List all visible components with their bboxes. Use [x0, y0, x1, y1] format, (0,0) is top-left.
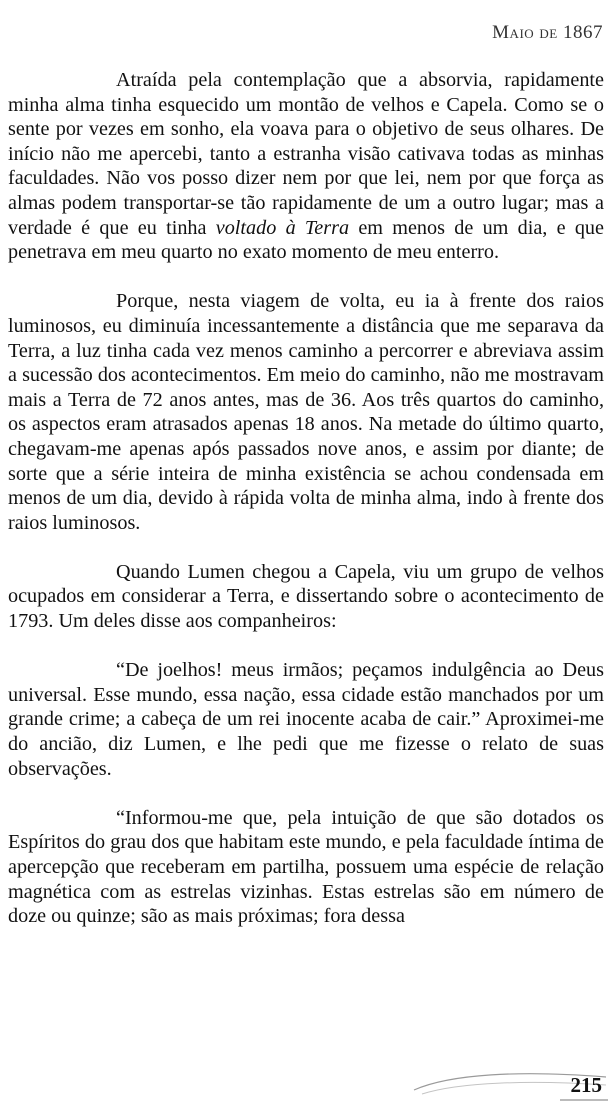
running-header: Maio de 1867 — [492, 22, 603, 43]
paragraph — [8, 68, 604, 265]
body-text — [8, 68, 604, 953]
paragraph: Porque, nesta viagem de volta, eu ia à frente dos raios luminosos, eu diminuía incessantemente a distância que me separava da Terra, a luz tinha cada vez menos caminho a percorrer e abreviava assim a sucessão dos acontecimentos. Em meio do caminho, não me mostravam mais a Terra de 72 anos antes, mas de 36. Aos três quartos do caminho, os aspectos eram atrasados apenas 18 anos. Na metade do último quarto, chegavam-me apenas após passados nove anos, e assim por diante; de sorte que a série inteira de minha existência se achou condensada em menos de um dia, devido à rápida volta de minha alma, indo à frente dos raios luminosos. — [8, 290, 604, 534]
paragraph-text: Atraída pela contemplação que a absorvia, rapidamente minha alma tinha esquecido um montão de velhos e Capela. Como se o sente por vezes em sonho, ela voava para o objetivo de seus olhares. De início não me apercebi, tanto a estranha visão cativava todas as minhas faculdades. Não vos posso dizer nem por que lei, nem por que força as almas podem transportar-se tão rapidamente de um a outro lugar; mas a verdade é que eu tinha — [8, 69, 604, 239]
paragraph: “De joelhos! meus irmãos; peçamos indulgência ao Deus universal. Esse mundo, essa nação, essa cidade estão manchados por um grande crime; a cabeça de um rei inocente acaba de cair.” Aproximei-me do ancião, diz Lumen, e lhe pedi que me fizesse o relato de suas observações. — [8, 659, 604, 780]
paragraph: “Informou-me que, pela intuição de que são dotados os Espíritos do grau dos que habitam este mundo, e pela faculdade íntima de apercepção que receberam em partilha, possuem uma espécie de relação magnética com as estrelas vizinhas. Estas estrelas são em número de doze ou quinze; são as mais próximas; fora dessa — [8, 806, 604, 928]
italic-emphasis: voltado à Terra — [215, 216, 350, 239]
paragraph: Quando Lumen chegou a Capela, viu um grupo de velhos ocupados em considerar a Terra, e dissertando sobre o acontecimento de 1793. Um deles disse aos companheiros: — [8, 560, 604, 633]
page-footer — [410, 1060, 610, 1106]
page-number: 215 — [570, 1073, 602, 1097]
paragraph-text: em menos de um dia, e que penetrava em meu quarto no exato momento de meu enterro. — [8, 216, 604, 264]
